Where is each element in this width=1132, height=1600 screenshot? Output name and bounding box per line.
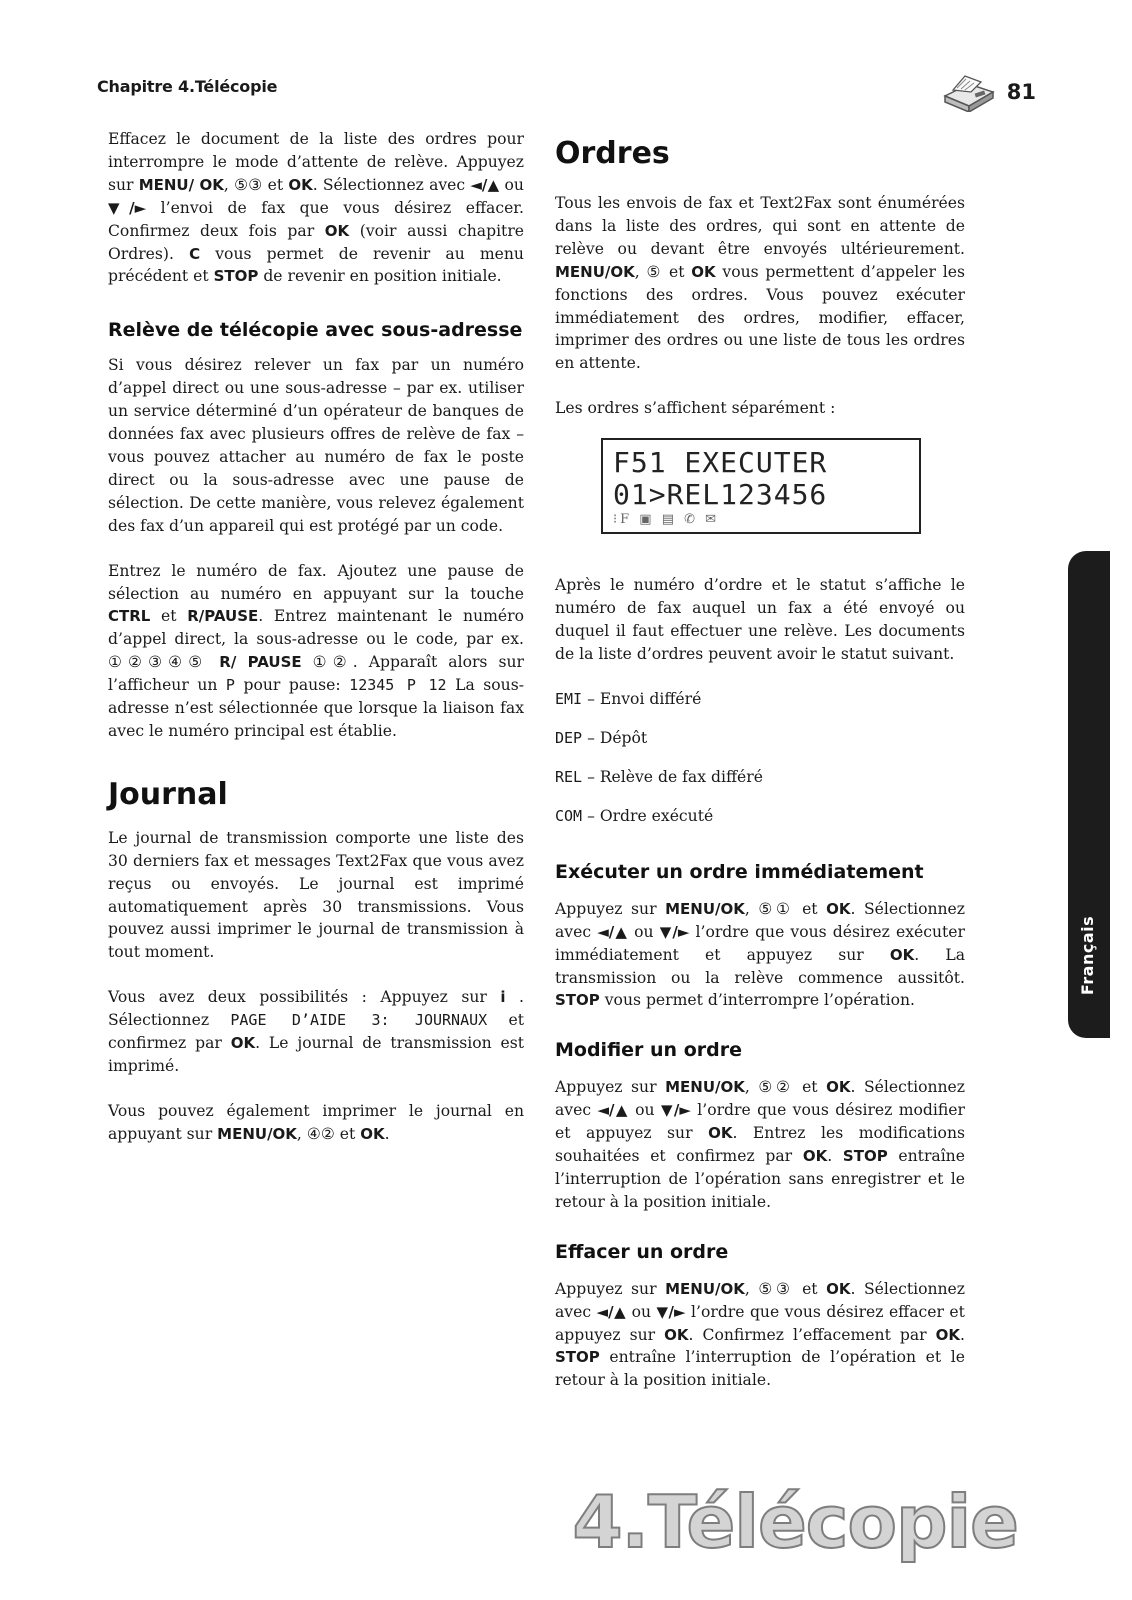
- heading-journal: Journal: [108, 776, 228, 812]
- key-menu-ok: MENU/OK: [555, 262, 635, 281]
- heading-executer: Exécuter un ordre immédiatement: [555, 860, 924, 883]
- key-down-right: ▼/►: [659, 922, 690, 941]
- key-stop: STOP: [555, 1348, 600, 1367]
- key-c: C: [189, 244, 201, 263]
- key-left-up: ◄/▲: [596, 1302, 627, 1321]
- key-menu-ok: MENU/OK: [665, 899, 745, 918]
- paragraph-releve-intro: Si vous désirez relever un fax par un numéro d’appel direct ou une sous-adresse – par ex. utiliser un service déterminé d’un opérateur de banques de données fax avec plusieurs offres de relève de fax – vous pouvez attacher au numéro de fax le poste direct ou la sous-adresse avec une pause de sélection. De cette manière, vous relevez également des fax d’un appareil qui est protégé par un code.: [108, 356, 524, 535]
- key-down-right: ▼/►: [108, 198, 147, 217]
- key-menu-ok: MENU/OK: [665, 1279, 745, 1298]
- key-ok: OK: [708, 1124, 733, 1143]
- key-ok: OK: [802, 1147, 828, 1166]
- display-text: PAGE D’AIDE 3: JOURNAUX: [230, 1011, 488, 1030]
- key-menu-ok: MENU/OK: [665, 1078, 745, 1097]
- fax-machine-icon: [939, 72, 997, 112]
- left-column: [108, 128, 524, 1146]
- key-ok: OK: [826, 899, 851, 918]
- page-header-right: [939, 72, 1036, 112]
- key-ok: OK: [230, 1034, 256, 1053]
- key-ok: OK: [889, 945, 915, 964]
- paragraph-relev-cancel: Effacez le document de la liste des ordres pour interrompre le mode d’attente de relève. Appuyez sur MENU/ OK, ⑤③ et OK. Sélectionnez avec ◄/▲ ou ▼/► l’envoi de fax que vous désirez effacer. Confirmez deux fois par OK (voir aussi chapitre Ordres). C vous permet de revenir au menu précédent et STOP de revenir en position initiale.: [108, 130, 525, 286]
- display-text: 12345 P 12: [349, 676, 447, 695]
- chapter-header: Chapitre 4.Télécopie: [97, 77, 278, 96]
- key-left-up: ◄/▲: [470, 175, 500, 194]
- key-down-right: ▼/►: [656, 1302, 686, 1321]
- key-sequence: ⑤①: [758, 899, 794, 918]
- heading-effacer: Effacer un ordre: [555, 1240, 729, 1263]
- key-ok: OK: [826, 1078, 851, 1097]
- key-ok: OK: [826, 1279, 851, 1298]
- key-sequence: ①②③④⑤: [108, 653, 209, 672]
- status-item-emi: EMI – Envoi différé: [555, 689, 702, 708]
- key-r-pause: R/PAUSE: [187, 607, 259, 626]
- lcd-line-2: 01>REL123456: [613, 478, 828, 512]
- display-text: P: [225, 676, 235, 695]
- key-sequence: ④②: [306, 1124, 335, 1143]
- key-left-up: ◄/▲: [597, 922, 629, 941]
- key-menu-ok: MENU/ OK: [138, 175, 224, 194]
- paragraph-journal-print: Vous avez deux possibilités : Appuyez sur i . Sélectionnez PAGE D’AIDE 3: JOURNAUX et confirmez par OK. Le journal de transmission est imprimé.: [108, 988, 524, 1075]
- key-sequence: ⑤③: [758, 1279, 794, 1298]
- key-stop: STOP: [555, 991, 600, 1010]
- key-info: i: [500, 988, 506, 1007]
- heading-modifier: Modifier un ordre: [555, 1039, 742, 1062]
- key-stop: STOP: [842, 1147, 888, 1166]
- key-down-right: ▼/►: [660, 1101, 691, 1120]
- key-sequence: ⑤②: [758, 1078, 794, 1097]
- page-number: 81: [1006, 80, 1036, 104]
- key-ok: OK: [935, 1325, 961, 1344]
- key-stop: STOP: [213, 267, 259, 286]
- heading-ordres: Ordres: [555, 136, 670, 171]
- status-item-com: COM – Ordre exécuté: [555, 806, 714, 825]
- paragraph-ordres-status: Après le numéro d’ordre et le statut s’affiche le numéro de fax auquel un fax a été envoyé ou duquel il faut effectuer une relève. Les documents de la liste d’ordres peuvent avoir le statut suivant.: [555, 576, 965, 663]
- paragraph-releve-steps: Entrez le numéro de fax. Ajoutez une pause de sélection au numéro en appuyant sur la touche CTRL et R/PAUSE. Entrez maintenant le numéro d’appel direct, la sous-adresse ou le code, par ex. ①②③④⑤ R/ PAUSE ①②. Apparaît alors sur l’afficheur un P pour pause: 12345 P 12 La sous-adresse n’est sélectionnée que lorsque la liaison fax avec le numéro principal est établie.: [108, 561, 524, 740]
- heading-releve-sous-adresse: Relève de télécopie avec sous-adresse: [108, 319, 523, 342]
- key-ok: OK: [691, 262, 716, 281]
- language-side-tab-label: Français: [1078, 915, 1098, 995]
- key-left-up: ◄/▲: [597, 1101, 629, 1120]
- lcd-display: [601, 438, 921, 534]
- lcd-status-icons: ⁝F ▣ ▤ ✆ ✉: [613, 512, 720, 528]
- key-menu-ok: MENU/OK: [217, 1124, 297, 1143]
- paragraph-executer: Appuyez sur MENU/OK, ⑤① et OK. Sélectionnez avec ◄/▲ ou ▼/► l’ordre que vous désirez exécuter immédiatement et appuyez sur OK. La transmission ou la relève commence aussitôt. STOP vous permet d’interrompre l’opération.: [555, 899, 966, 1010]
- paragraph-journal-intro: Le journal de transmission comporte une liste des 30 derniers fax et messages Text2Fax que vous avez reçus ou envoyés. Le journal est imprimé automatiquement après 30 transmissions. Vous pouvez aussi imprimer le journal de transmission à tout moment.: [108, 828, 524, 962]
- key-ok: OK: [360, 1124, 385, 1143]
- status-list: [555, 688, 965, 844]
- status-item-rel: REL – Relève de fax différé: [555, 767, 763, 786]
- key-ok: OK: [288, 175, 313, 194]
- key-sequence: ⑤③: [234, 175, 263, 194]
- key-r-pause: R/ PAUSE: [219, 653, 302, 672]
- chapter-footer-title: 4.Télécopie: [572, 1480, 1018, 1564]
- key-ctrl: CTRL: [108, 607, 151, 626]
- key-ok: OK: [324, 221, 350, 240]
- paragraph-ordres-intro: Tous les envois de fax et Text2Fax sont énumérées dans la liste des ordres, qui sont en attente de relève ou devant être envoyés ultérieurement. MENU/OK, ⑤ et OK vous permettent d’appeler les fonctions des ordres. Vous pouvez exécuter immédiatement des ordres, modifier, effacer, imprimer des ordres ou une liste de tous les ordres en attente.: [555, 194, 965, 373]
- paragraph-ordres-display: Les ordres s’affichent séparément :: [555, 399, 836, 418]
- paragraph-modifier: Appuyez sur MENU/OK, ⑤② et OK. Sélectionnez avec ◄/▲ ou ▼/► l’ordre que vous désirez modifier et appuyez sur OK. Entrez les modifications souhaitées et confirmez par OK. STOP entraîne l’interruption de l’opération sans enregistrer et le retour à la position initiale.: [555, 1078, 966, 1211]
- key-sequence: ①②: [312, 653, 353, 672]
- paragraph-journal-menu: Vous pouvez également imprimer le journal en appuyant sur MENU/OK, ④② et OK.: [108, 1101, 524, 1143]
- right-column: [555, 136, 965, 1392]
- key-sequence: ⑤: [646, 262, 663, 281]
- lcd-line-1: F51 EXECUTER: [613, 446, 828, 480]
- paragraph-effacer: Appuyez sur MENU/OK, ⑤③ et OK. Sélectionnez avec ◄/▲ ou ▼/► l’ordre que vous désirez effacer et appuyez sur OK. Confirmez l’effacement par OK. STOP entraîne l’interruption de l’opération et le retour à la position initiale.: [555, 1279, 966, 1390]
- key-ok: OK: [664, 1325, 689, 1344]
- status-item-dep: DEP – Dépôt: [555, 728, 648, 747]
